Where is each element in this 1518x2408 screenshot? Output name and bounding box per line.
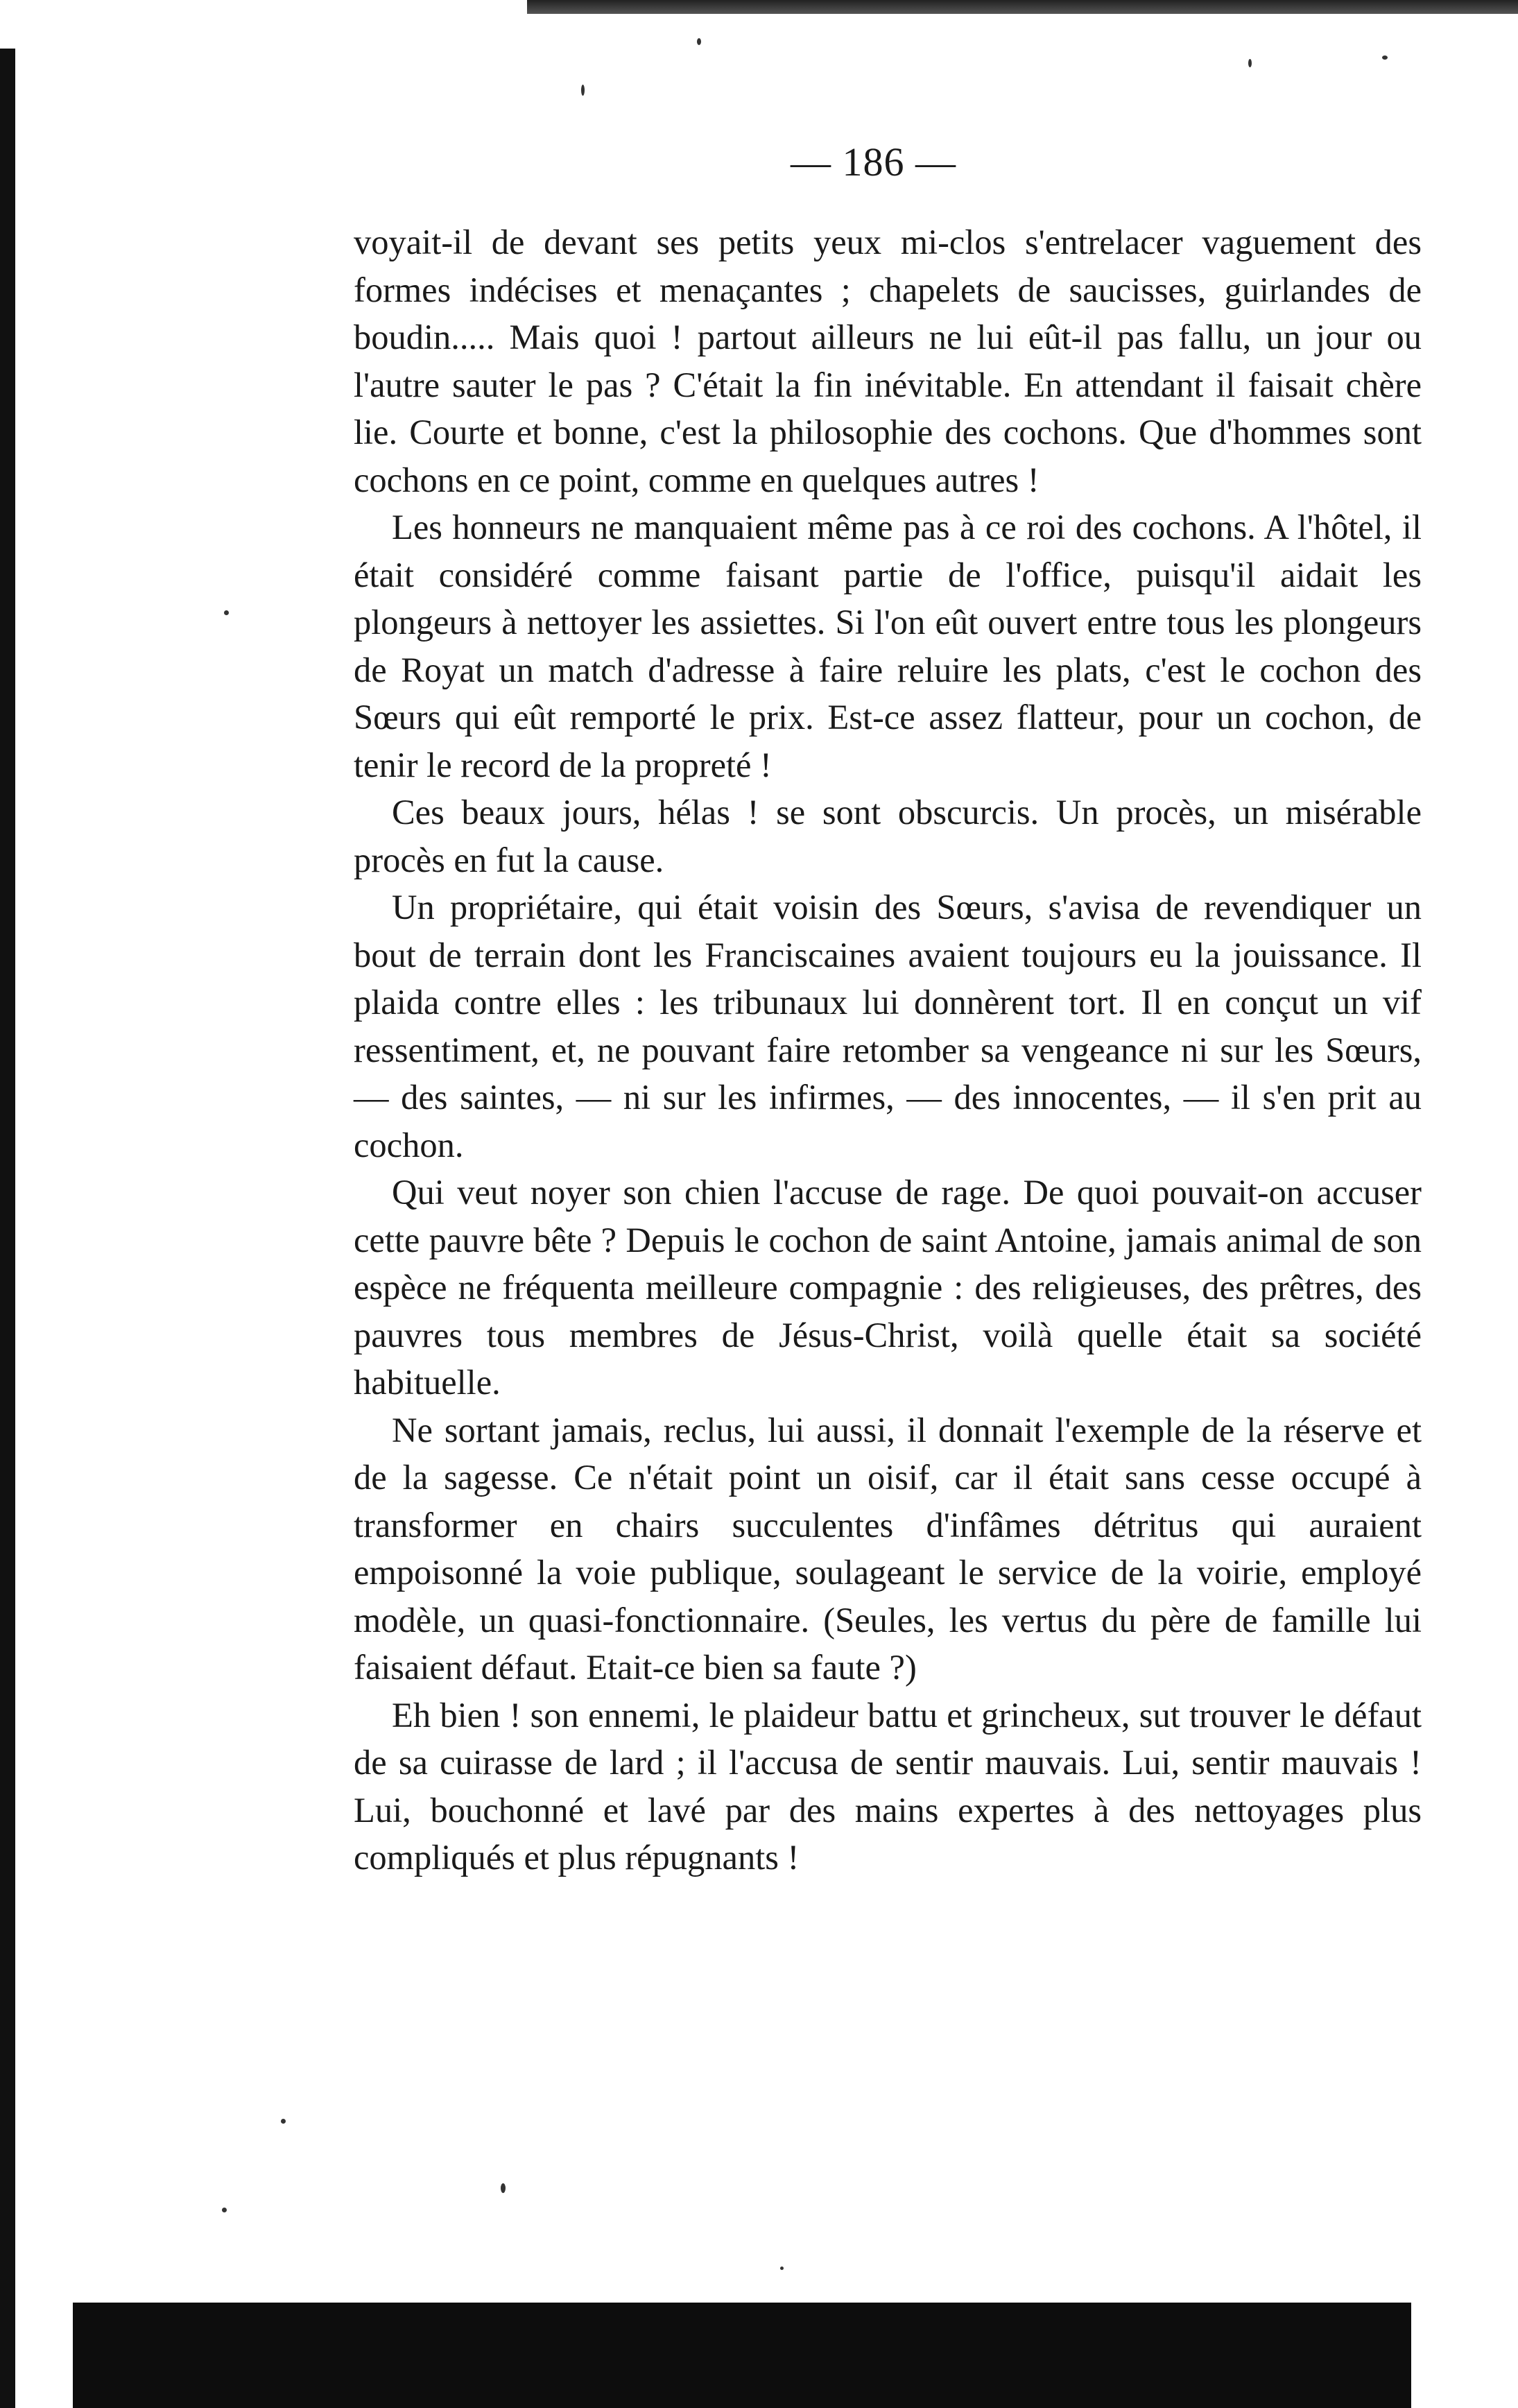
page-number: — 186 — bbox=[791, 139, 956, 184]
paragraph: Les honneurs ne manquaient même pas à ce roi des cochons. A l'hôtel, il était considéré comme faisant partie de l'office, puisqu'il aidait les plongeurs à nettoyer les assiettes. Si l'on eût ouvert entre tous les plongeurs de Royat un match d'adresse à faire reluire les plats, c'est le cochon des Sœurs qui eût remporté le prix. Est-ce assez flatteur, pour un cochon, de tenir le record de la propreté ! bbox=[354, 508, 1422, 784]
scan-bottom-edge bbox=[73, 2303, 1411, 2408]
paragraph: voyait-il de devant ses petits yeux mi-clos s'entrelacer vaguement des formes indécises et menaçantes ; chapelets de saucisses, guirlandes de boudin..... Mais quoi ! partout ailleurs ne lui eût-il pas fallu, un jour ou l'autre sauter le pas ? C'était la fin inévitable. En attendant il faisait chère lie. Courte et bonne, c'est la philosophie des cochons. Que d'hommes sont cochons en ce point, comme en quelques autres ! bbox=[354, 223, 1422, 499]
paragraph: Ces beaux jours, hélas ! se sont obscurcis. Un procès, un misérable procès en fut la cause. bbox=[354, 793, 1422, 879]
scan-speck bbox=[222, 2208, 227, 2212]
scan-speck bbox=[780, 2267, 784, 2270]
scan-speck bbox=[1382, 55, 1388, 60]
body-text bbox=[354, 218, 1422, 1882]
paragraph: Eh bien ! son ennemi, le plaideur battu et grincheux, sut trouver le défaut de sa cuirasse de lard ; il l'accusa de sentir mauvais. Lui, sentir mauvais ! Lui, bouchonné et lavé par des mains expertes à des nettoyages plus compliqués et plus répugnants ! bbox=[354, 1695, 1422, 1877]
scan-speck bbox=[581, 85, 585, 96]
scan-speck bbox=[697, 38, 701, 45]
scan-speck bbox=[224, 610, 229, 615]
scan-top-edge bbox=[527, 0, 1518, 14]
scan-speck bbox=[281, 2119, 286, 2124]
paragraph: Un propriétaire, qui était voisin des Sœurs, s'avisa de revendiquer un bout de terrain dont les Franciscaines avaient toujours eu la jouissance. Il plaida contre elles : les tribunaux lui donnèrent tort. Il en conçut un vif ressentiment, et, ne pouvant faire retomber sa vengeance ni sur les Sœurs, — des saintes, — ni sur les infirmes, — des innocentes, — il s'en prit au cochon. bbox=[354, 888, 1422, 1164]
scan-speck bbox=[501, 2183, 506, 2193]
scan-speck bbox=[1248, 59, 1252, 67]
paragraph: Ne sortant jamais, reclus, lui aussi, il donnait l'exemple de la réserve et de la sagesse. Ce n'était point un oisif, car il était sans cesse occupé à transformer en chairs succulentes d'infâmes détritus qui auraient empoisonné la voie publique, soulageant le service de la voirie, employé modèle, un quasi-fonctionnaire. (Seules, les vertus du père de famille lui faisaient défaut. Etait-ce bien sa faute ?) bbox=[354, 1410, 1422, 1687]
paragraph: Qui veut noyer son chien l'accuse de rage. De quoi pouvait-on accuser cette pauvre bête ? Depuis le cochon de saint Antoine, jamais animal de son espèce ne fréquenta meilleure compagnie : des religieuses, des prêtres, des pauvres tous membres de Jésus-Christ, voilà quelle était sa société habituelle. bbox=[354, 1173, 1422, 1402]
scan-left-edge bbox=[0, 49, 15, 2408]
